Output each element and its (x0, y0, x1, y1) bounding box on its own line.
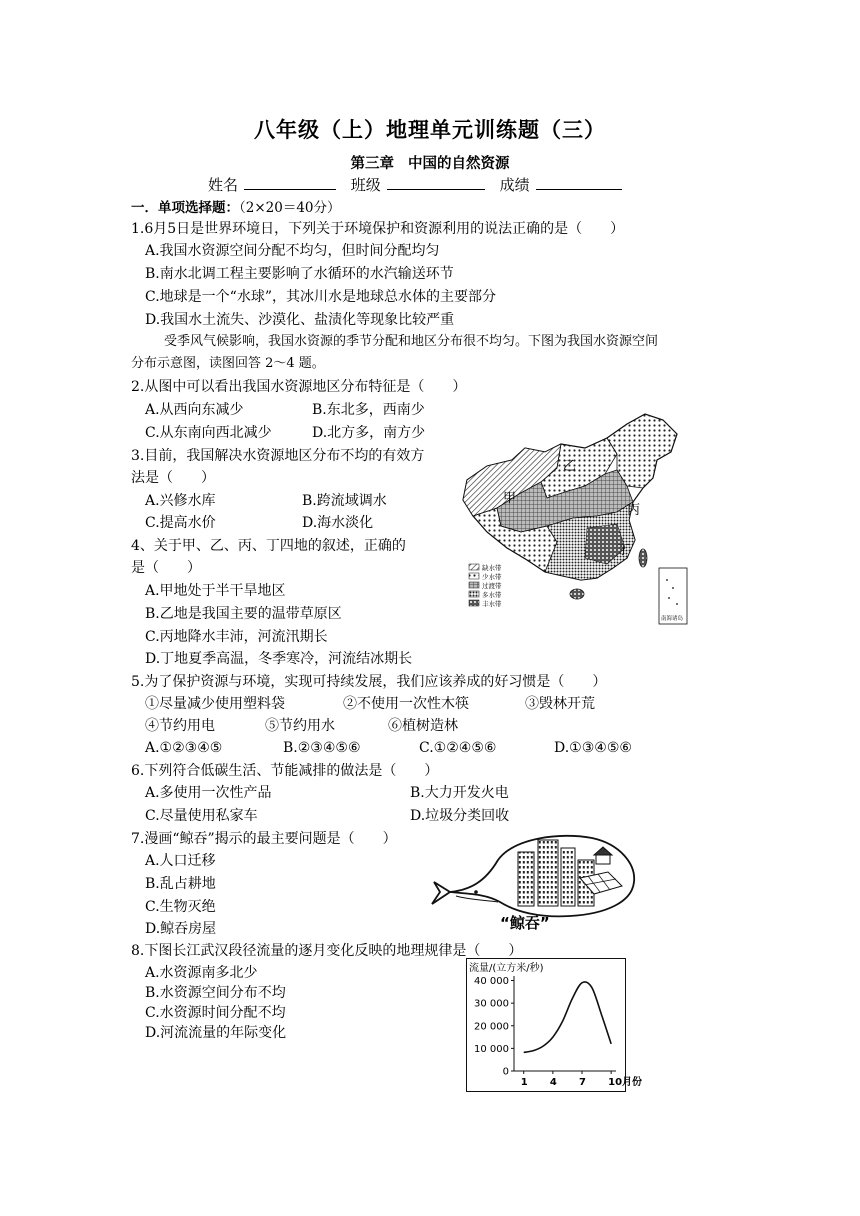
q5-item-4: ④节约用电 (145, 718, 215, 734)
inset-label: 南海诸岛 (661, 616, 684, 622)
y-tick-label: 10 000 (474, 1043, 509, 1055)
q8-option-a[interactable]: A.水资源南多北少 (145, 965, 258, 981)
q1-option-d[interactable]: D.我国水土流失、沙漠化、盐渍化等现象比较严重 (145, 312, 455, 328)
q2-option-b[interactable]: B.东北多，西南少 (312, 402, 425, 418)
q1-option-a[interactable]: A.我国水资源空间分配不均匀，但时间分配均匀 (145, 243, 440, 259)
runoff-chart (466, 958, 643, 1092)
question-7-stem: 7.漫画“鲸吞”揭示的最主要问题是（ ） (131, 831, 397, 847)
q8-option-d[interactable]: D.河流流量的年际变化 (145, 1025, 287, 1041)
question-2-stem: 2.从图中可以看出我国水资源地区分布特征是（ ） (131, 379, 467, 395)
q2-option-d[interactable]: D.北方多，南方少 (312, 425, 426, 441)
section-heading: 一．单项选择题：（2×20＝40分） (131, 200, 341, 216)
q4-option-d[interactable]: D.丁地夏季高温，冬季寒冷，河流结冰期长 (145, 651, 413, 667)
x-tick-label: 4 (549, 1077, 557, 1088)
water-resources-map (457, 408, 692, 628)
question-6-stem: 6.下列符合低碳生活、节能减排的做法是（ ） (131, 763, 439, 779)
legend-item-3: 过渡带 (482, 582, 502, 590)
y-tick-label: 40 000 (474, 976, 509, 988)
q5-item-5: ⑤节约用水 (265, 718, 335, 734)
whale-cartoon (430, 830, 640, 934)
legend-item-1: 缺水带 (482, 564, 502, 572)
legend-item-5: 丰水带 (482, 600, 502, 608)
map-label-ding: 丁 (617, 543, 631, 558)
name-field[interactable] (244, 175, 336, 190)
q3-option-a[interactable]: A.兴修水库 (145, 493, 216, 509)
map-label-jia: 甲 (503, 491, 517, 506)
chapter-subtitle (0, 152, 860, 173)
x-tick-label: 1 (520, 1077, 528, 1088)
chapter-number: 第三章 (350, 156, 394, 172)
name-label: 姓名 (208, 176, 239, 194)
intro-line-1: 受季风气候影响，我国水资源的季节分配和地区分布很不均匀。下图为我国水资源空间 (164, 334, 659, 349)
q5-option-c[interactable]: C.①②④⑤⑥ (419, 740, 497, 756)
q6-option-a[interactable]: A.多使用一次性产品 (145, 785, 272, 801)
score-label: 成绩 (499, 176, 530, 194)
map-label-bing: 丙 (627, 503, 641, 518)
question-1-stem: 1.6月5日是世界环境日，下列关于环境保护和资源利用的说法正确的是（ ） (131, 221, 625, 237)
question-8-stem: 8.下图长江武汉段径流量的逐月变化反映的地理规律是（ ） (131, 943, 523, 959)
y-tick-label: 0 (502, 1066, 509, 1078)
chart-y-label: 流量/(立方米/秒) (469, 963, 544, 974)
y-tick-label: 20 000 (474, 1021, 509, 1033)
q4-option-c[interactable]: C.丙地降水丰沛，河流汛期长 (145, 629, 328, 645)
q1-option-b[interactable]: B.南水北调工程主要影响了水循环的水汽输送环节 (145, 266, 454, 282)
intro-line-2: 分布示意图，读图回答 2～4 题。 (131, 356, 325, 371)
student-info-row (208, 174, 632, 195)
q7-option-b[interactable]: B.乱占耕地 (145, 876, 216, 892)
q5-item-1: ①尽量减少使用塑料袋 (145, 696, 285, 712)
q6-option-d[interactable]: D.垃圾分类回收 (410, 808, 510, 824)
section-points: （2×20＝40分） (239, 200, 341, 216)
question-3-stem-1: 3.目前，我国解决水资源地区分布不均的有效方 (131, 448, 425, 464)
class-label: 班级 (350, 176, 381, 194)
q7-option-c[interactable]: C.生物灭绝 (145, 899, 216, 915)
page-title: 八年级（上）地理单元训练题（三） (254, 118, 606, 142)
x-tick-label: 10月份 (608, 1077, 643, 1088)
map-label-yi: 乙 (563, 459, 577, 474)
q3-option-b[interactable]: B.跨流域调水 (302, 493, 387, 509)
q5-item-6: ⑥植树造林 (388, 718, 458, 734)
score-field[interactable] (536, 175, 622, 190)
q5-item-3: ③毁林开荒 (525, 696, 595, 712)
q5-option-d[interactable]: D.①③④⑤⑥ (554, 740, 632, 756)
question-4-stem-2: 是（ ） (131, 560, 201, 576)
q5-option-b[interactable]: B.②③④⑤⑥ (283, 740, 361, 756)
chapter-name: 中国的自然资源 (408, 156, 510, 172)
q7-option-a[interactable]: A.人口迁移 (145, 853, 216, 869)
legend-item-4: 多水带 (482, 591, 502, 599)
q8-option-c[interactable]: C.水资源时间分配不均 (145, 1005, 286, 1021)
map-legend (469, 563, 502, 608)
question-3-stem-2: 法是（ ） (131, 470, 215, 486)
q6-option-c[interactable]: C.尽量使用私家车 (145, 808, 258, 824)
q3-option-d[interactable]: D.海水淡化 (302, 515, 374, 531)
q4-option-a[interactable]: A.甲地处于半干旱地区 (145, 583, 286, 599)
question-4-stem-1: 4、关于甲、乙、丙、丁四地的叙述，正确的 (131, 538, 406, 554)
q8-option-b[interactable]: B.水资源空间分布不均 (145, 985, 286, 1001)
cartoon-caption: “鲸吞” (500, 914, 550, 932)
q1-option-c[interactable]: C.地球是一个“水球”，其冰川水是地球总水体的主要部分 (145, 289, 496, 305)
q5-item-2: ②不使用一次性木筷 (343, 696, 469, 712)
q4-option-b[interactable]: B.乙地是我国主要的温带草原区 (145, 606, 342, 622)
q5-option-a[interactable]: A.①②③④⑤ (145, 740, 223, 756)
q2-option-a[interactable]: A.从西向东减少 (145, 402, 244, 418)
q6-option-b[interactable]: B.大力开发火电 (410, 785, 509, 801)
class-field[interactable] (387, 175, 485, 190)
q3-option-c[interactable]: C.提高水价 (145, 515, 216, 531)
legend-item-2: 少水带 (482, 573, 502, 581)
q7-option-d[interactable]: D.鲸吞房屋 (145, 921, 217, 937)
question-5-stem: 5.为了保护资源与环境，实现可持续发展，我们应该养成的好习惯是（ ） (131, 674, 607, 690)
q2-option-c[interactable]: C.从东南向西北减少 (145, 425, 272, 441)
x-tick-label: 7 (579, 1077, 586, 1088)
y-tick-label: 30 000 (474, 998, 509, 1010)
